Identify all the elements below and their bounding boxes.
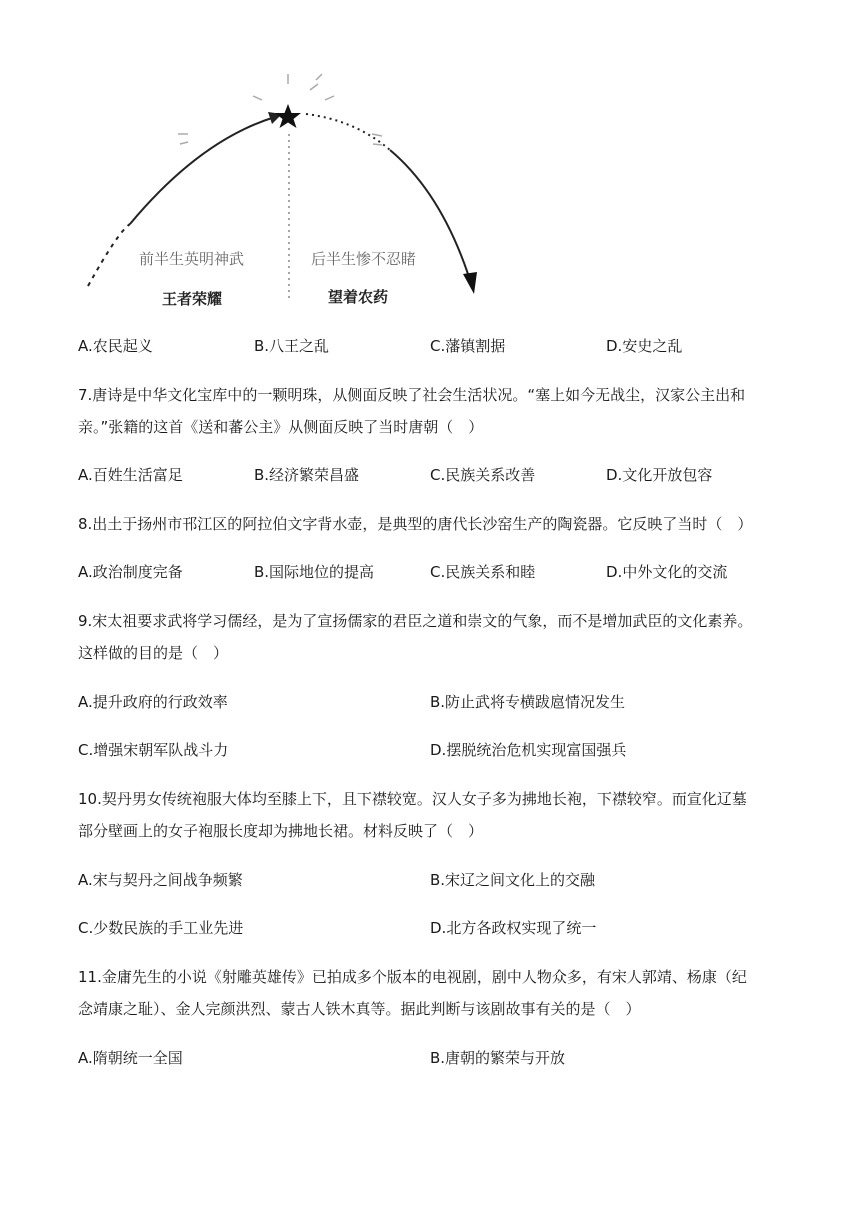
- left-caption: 前半生英明神武: [139, 250, 245, 268]
- star-icon: [275, 104, 301, 128]
- option-a[interactable]: A.政治制度完备: [78, 563, 183, 581]
- question-8-text-line1: 8.出土于扬州市邗江区的阿拉伯文字背水壶，是典型的唐代长沙窑生产的陶瓷器。它反映了当时（ ）: [78, 515, 753, 533]
- option-b[interactable]: B.宋辽之间文化上的交融: [430, 871, 596, 889]
- option-b[interactable]: B.国际地位的提高: [254, 563, 375, 581]
- option-c[interactable]: C.民族关系和睦: [430, 563, 536, 581]
- rising-curve: [130, 117, 275, 224]
- option-b[interactable]: B.防止武将专横跋扈情况发生: [430, 693, 626, 711]
- option-d[interactable]: D.摆脱统治危机实现富国强兵: [430, 741, 627, 759]
- question-7-text-line2: 亲。”张籍的这首《送和蕃公主》从侧面反映了当时唐朝（ ）: [78, 418, 484, 436]
- question-10-text-line1: 10.契丹男女传统袍服大体均至膝上下，且下襟较宽。汉人女子多为拂地长袍，下襟较窄。而宣化辽墓: [78, 790, 747, 808]
- question-11-text-line1: 11.金庸先生的小说《射雕英雄传》已拍成多个版本的电视剧，剧中人物众多，有宋人郭靖、杨康（纪: [78, 968, 747, 986]
- option-a[interactable]: A.百姓生活富足: [78, 466, 183, 484]
- option-b[interactable]: B.唐朝的繁荣与开放: [430, 1049, 566, 1067]
- option-a[interactable]: A.提升政府的行政效率: [78, 693, 228, 711]
- arc-drawing: [70, 62, 500, 312]
- question-9-text-line2: 这样做的目的是（ ）: [78, 644, 229, 662]
- right-title: 望着农药: [328, 288, 389, 306]
- right-caption: 后半生惨不忍睹: [311, 250, 417, 268]
- question-9-text-line1: 9.宋太祖要求武将学习儒经，是为了宣扬儒家的君臣之道和崇文的气象，而不是增加武臣的文化素养。: [78, 612, 753, 630]
- option-b[interactable]: B.经济繁荣昌盛: [254, 466, 360, 484]
- falling-arrowhead: [463, 272, 477, 294]
- option-c[interactable]: C.少数民族的手工业先进: [78, 919, 244, 937]
- option-b[interactable]: B.八王之乱: [254, 337, 330, 355]
- option-d[interactable]: D.中外文化的交流: [606, 563, 728, 581]
- rising-dashed-segment: [88, 224, 130, 286]
- option-d[interactable]: D.安史之乱: [606, 337, 683, 355]
- option-a[interactable]: A.隋朝统一全国: [78, 1049, 183, 1067]
- option-c[interactable]: C.民族关系改善: [430, 466, 536, 484]
- option-a[interactable]: A.农民起义: [78, 337, 153, 355]
- question-7-text-line1: 7.唐诗是中华文化宝库中的一颗明珠，从侧面反映了社会生活状况。“塞上如今无战尘，汉家公主出和: [78, 386, 746, 404]
- question-11-text-line2: 念靖康之耻）、金人完颜洪烈、蒙古人铁木真等。据此判断与该剧故事有关的是（ ）: [78, 1000, 641, 1018]
- option-d[interactable]: D.北方各政权实现了统一: [430, 919, 597, 937]
- left-title: 王者荣耀: [162, 290, 223, 308]
- option-d[interactable]: D.文化开放包容: [606, 466, 713, 484]
- option-c[interactable]: C.藩镇割据: [430, 337, 506, 355]
- rise-fall-diagram: [70, 62, 500, 312]
- option-c[interactable]: C.增强宋朝军队战斗力: [78, 741, 229, 759]
- option-a[interactable]: A.宋与契丹之间战争频繁: [78, 871, 243, 889]
- question-10-text-line2: 部分壁画上的女子袍服长度却为拂地长裙。材料反映了（ ）: [78, 822, 484, 840]
